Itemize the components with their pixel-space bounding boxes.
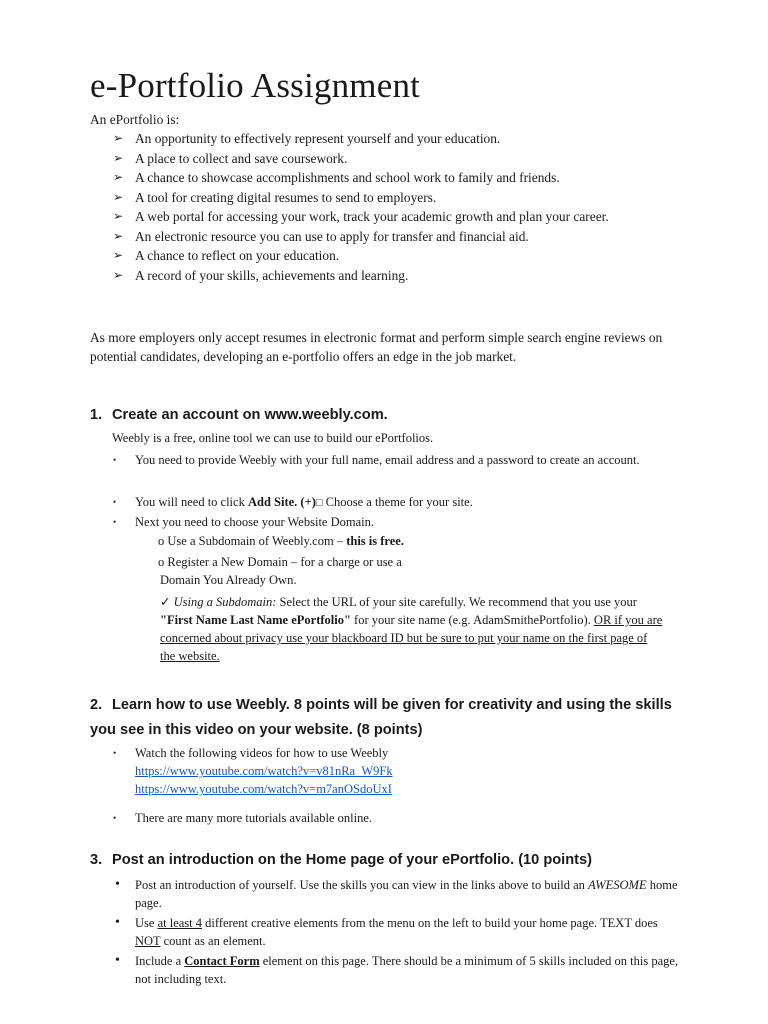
list-item: • There are many more tutorials available online. <box>113 811 373 825</box>
section-1-lead: Weebly is a free, online tool we can use to build our ePortfolios. <box>112 431 434 445</box>
bullet-icon: • <box>115 915 120 930</box>
list-item: ➢ A web portal for accessing your work, track your academic growth and plan your career. <box>113 207 673 227</box>
list-item: ➢ A record of your skills, achievements and learning. <box>113 266 673 286</box>
list-item: • Watch the following videos for how to use Weebly https://www.youtube.com/watch?v=v81nRa_W9Fk https://www.youtube.com/watch?v=m7anOSdoUxI <box>113 746 393 796</box>
list-item: • Next you need to choose your Website Domain. <box>113 515 374 529</box>
section-2-heading: 2. Learn how to use Weebly. 8 points will be given for creativity and using the skills you see in this video on your website. (8 points) <box>90 697 672 738</box>
list-item: • Use at least 4 different creative elements from the menu on the left to build your home page. TEXT does NOT count as an element. <box>115 915 658 948</box>
youtube-link-1[interactable]: https://www.youtube.com/watch?v=v81nRa_W9Fk <box>135 764 393 778</box>
arrow-bullet-icon: ➢ <box>113 248 124 262</box>
bullet-icon: • <box>113 497 117 507</box>
bullet-icon: • <box>113 748 117 758</box>
list-item-continuation: Domain You Already Own. <box>160 573 297 587</box>
arrow-bullet-icon: ➢ <box>113 189 124 204</box>
arrow-bullet-icon: ➢ <box>113 131 124 145</box>
list-item: ➢ A place to collect and save coursework. <box>113 149 673 169</box>
intro-paragraph: As more employers only accept resumes in electronic format and perform simple search engine reviews on potential candidates, developing an e-portfolio offers an edge in the job market. <box>90 330 663 364</box>
arrow-bullet-icon: ➢ <box>113 209 124 223</box>
list-item: • Include a Contact Form element on this page. There should be a minimum of 5 skills included on this page, not including text. <box>115 953 679 986</box>
youtube-link-2[interactable]: https://www.youtube.com/watch?v=m7anOSdoUxI <box>135 782 392 796</box>
bullet-icon: • <box>115 953 120 968</box>
list-item: o Register a New Domain – for a charge or use a <box>158 555 402 569</box>
list-item: • You need to provide Weebly with your full name, email address and a password to create an account. <box>113 453 640 467</box>
list-item: o Use a Subdomain of Weebly.com – this is free. <box>158 534 404 548</box>
missing-glyph-icon: □ <box>315 497 323 509</box>
arrow-bullet-icon: ➢ <box>113 170 124 184</box>
list-item: ➢ A chance to reflect on your education. <box>113 246 673 266</box>
section-1-heading: 1. Create an account on www.weebly.com. <box>90 407 388 423</box>
arrow-bullet-icon: ➢ <box>113 150 124 165</box>
page-title: e-Portfolio Assignment <box>90 66 421 105</box>
checkmark-icon: ✓ <box>160 595 171 609</box>
arrow-bullet-icon: ➢ <box>113 267 124 282</box>
list-item: ➢ A chance to showcase accomplishments and school work to family and friends. <box>113 168 673 188</box>
bullet-icon: • <box>113 813 117 823</box>
list-item: • You will need to click Add Site. (+)□ Choose a theme for your site. <box>113 495 473 509</box>
arrow-bullet-icon: ➢ <box>113 228 124 243</box>
list-item: ➢ An electronic resource you can use to apply for transfer and financial aid. <box>113 227 673 247</box>
bullet-icon: • <box>113 455 117 465</box>
circle-bullet-icon: o <box>158 534 165 548</box>
circle-bullet-icon: o <box>158 555 165 569</box>
list-item: • Post an introduction of yourself. Use the skills you can view in the links above to build an AWESOME home page. <box>115 877 678 910</box>
intro-text: An ePortfolio is: <box>90 112 180 127</box>
bullet-icon: • <box>115 877 120 892</box>
eportfolio-definition-list <box>113 129 673 285</box>
list-item: ➢ A tool for creating digital resumes to send to employers. <box>113 188 673 208</box>
subdomain-note: ✓ Using a Subdomain: Select the URL of your site carefully. We recommend that you use your "First Name Last Name ePortfolio" for your site name (e.g. AdamSmithePortfolio). OR if you are concerned about privacy use your blackboard ID but be sure to put your name on the first page of the website. <box>160 595 663 663</box>
bullet-icon: • <box>113 517 117 527</box>
section-3-heading: 3. Post an introduction on the Home page of your ePortfolio. (10 points) <box>90 852 592 868</box>
list-item: ➢ An opportunity to effectively represent yourself and your education. <box>113 129 673 149</box>
